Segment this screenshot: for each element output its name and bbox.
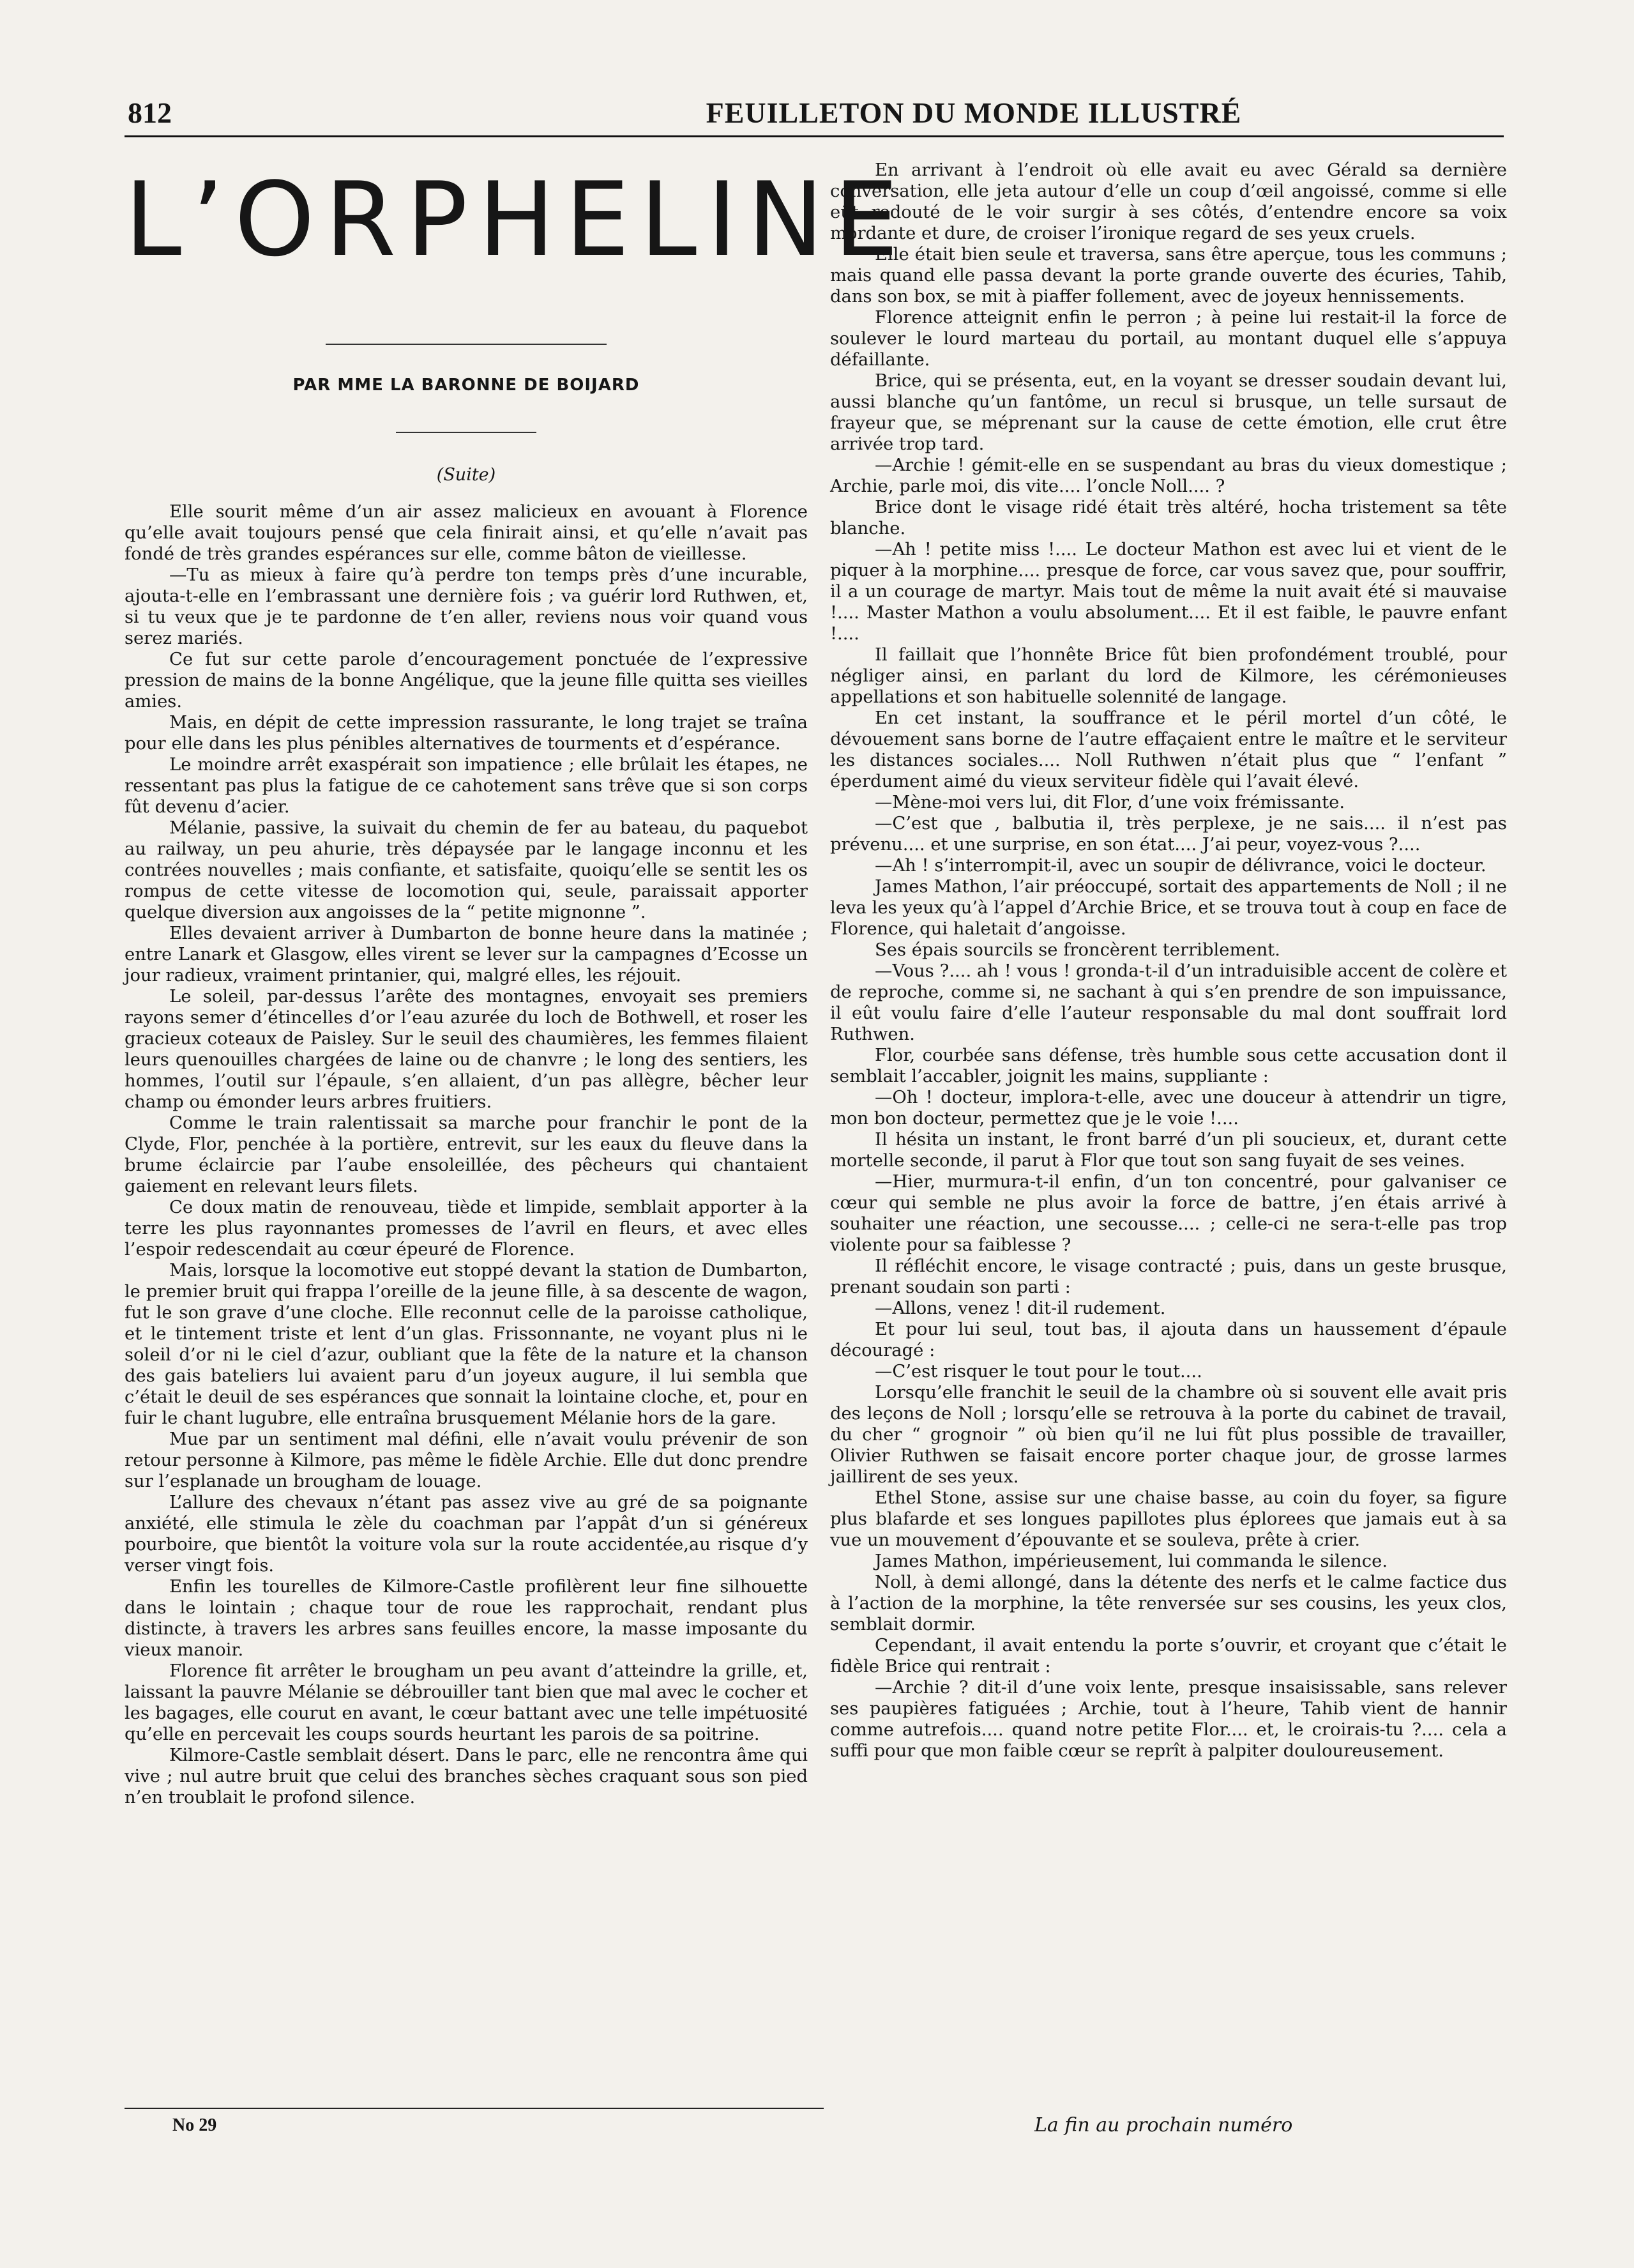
footer-rule	[125, 2108, 824, 2109]
paragraph: Il réfléchit encore, le visage contracté ; puis, dans un geste brusque, prenant soudain son parti :	[830, 1256, 1507, 1297]
paragraph: Enfin les tourelles de Kilmore-Castle profilèrent leur fine silhouette dans le lointain ; chaque tour de roue les rapprochait, rendant plus distincte, à travers les arbres sans feuilles encore, la masse imposante du vieux manoir.	[125, 1577, 808, 1660]
title-divider	[326, 344, 607, 345]
paragraph: —Archie ! gémit-elle en se suspendant au bras du vieux domestique ; Archie, parle moi, dis vite.... l’oncle Noll.... ?	[830, 455, 1507, 496]
paragraph: Elles devaient arriver à Dumbarton de bonne heure dans la matinée ; entre Lanark et Glasgow, elles virent se lever sur la campagnes d’Ecosse un jour radieux, vraiment printanier, qui, malgré elles, les réjouit.	[125, 924, 808, 986]
right-column-text	[830, 160, 1507, 1762]
paragraph: Cependant, il avait entendu la porte s’ouvrir, et croyant que c’était le fidèle Brice qui rentrait :	[830, 1636, 1507, 1677]
byline: PAR MME LA BARONNE DE BOIJARD	[292, 376, 640, 395]
issue-number: No 29	[172, 2115, 217, 2135]
paragraph: Lorsqu’elle franchit le seuil de la chambre où si souvent elle avait pris des leçons de Noll ; lorsqu’elle se retrouva à la porte du cabinet de travail, du cher “ grognoir ” où bien qu’il ne lui fût plus possible de travailler, Olivier Ruthwen se faisait encore porter chaque jour, de grosse larmes jaillirent de ses yeux.	[830, 1383, 1507, 1487]
paragraph: Le moindre arrêt exaspérait son impatience ; elle brûlait les étapes, ne ressentant pas plus la fatigue de ce cahotement sans trêve que si son corps fût devenu d’acier.	[125, 755, 808, 817]
paragraph: Mélanie, passive, la suivait du chemin de fer au bateau, du paquebot au railway, un peu ahurie, très dépaysée par le langage inconnu et les contrées nouvelles ; mais confiante, et satisfaite, quoiqu’elle se sentit les os rompus de cette vitesse de locomotion qui, seule, paraissait apporter quelque diversion aux angoisses de la “ petite mignonne ”.	[125, 818, 808, 922]
page-number: 812	[128, 96, 172, 129]
paragraph: James Mathon, l’air préoccupé, sortait des appartements de Noll ; il ne leva les yeux qu’à l’appel d’Archie Brice, et se trouva tout à coup en face de Florence, qui haletait d’angoisse.	[830, 877, 1507, 939]
paragraph: —C’est risquer le tout pour le tout....	[875, 1362, 1202, 1381]
paragraph: Ethel Stone, assise sur une chaise basse, au coin du foyer, sa figure plus blafarde et ses longues papillotes plus éplorees que jamais eut à sa vue un mouvement d’épouvante et se souleva, prête à crier.	[830, 1488, 1507, 1550]
paragraph: Mue par un sentiment mal défini, elle n’avait voulu prévenir de son retour personne à Kilmore, pas même le fidèle Archie. Elle dut donc prendre sur l’esplanade un brougham de louage.	[125, 1429, 808, 1491]
paragraph: Mais, en dépit de cette impression rassurante, le long trajet se traîna pour elle dans les plus pénibles alternatives de tourments et d’espérance.	[125, 713, 808, 754]
paragraph: Ce doux matin de renouveau, tiède et limpide, semblait apporter à la terre les plus rayonnantes promesses de l’avril en fleurs, et avec elles l’espoir redescendait au cœur épeuré de Florence.	[125, 1198, 808, 1260]
paragraph: Brice, qui se présenta, eut, en la voyant se dresser soudain devant lui, aussi blanche qu’un fantôme, un recul si brusque, un telle sursaut de frayeur que, se méprenant sur la cause de cette émotion, elle crut être arrivée trop tard.	[830, 371, 1507, 454]
paragraph: Flor, courbée sans défense, très humble sous cette accusation dont il semblait l’accabler, joignit les mains, suppliante :	[830, 1046, 1507, 1086]
paragraph: Brice dont le visage ridé était très altéré, hocha tristement sa tête blanche.	[830, 498, 1507, 538]
paragraph: L’allure des chevaux n’étant pas assez vive au gré de sa poignante anxiété, elle stimula le zèle du coachman par l’appât d’un si généreux pourboire, que bientôt la voiture vola sur la route accidentée,au risque d’y verser vingt fois.	[125, 1493, 808, 1576]
paragraph: —Archie ? dit-il d’une voix lente, presque insaisissable, sans relever ses paupières fatiguées ; Archie, tout à l’heure, Tahib vient de hannir comme autrefois.... quand notre petite Flor.... et, le croirais-tu ?.... cela a suffi pour que mon faible cœur se reprît à palpiter douloureusement.	[830, 1678, 1507, 1761]
left-column	[125, 160, 909, 1808]
paragraph: —C’est que , balbutia il, très perplexe, je ne sais.... il n’est pas prévenu.... et une surprise, en son état.... J’ai peur, voyez-vous ?....	[830, 814, 1507, 855]
paragraph: —Allons, venez ! dit-il rudement.	[875, 1298, 1166, 1318]
paragraph: Florence fit arrêter le brougham un peu avant d’atteindre la grille, et, laissant la pauvre Mélanie se débrouiller tant bien que mal avec le cocher et les bagages, elle courut en avant, le cœur battant avec une telle impétuosité qu’elle en percevait les coups sourds heurtant les parois de sa poitrine.	[125, 1661, 808, 1744]
byline-divider	[396, 432, 536, 433]
paragraph: —Mène-moi vers lui, dit Flor, d’une voix frémissante.	[875, 793, 1345, 812]
paragraph: —Ah ! petite miss !.... Le docteur Mathon est avec lui et vient de le piquer à la morphine.... presque de force, car vous savez que, pour souffrir, il a un courage de martyr. Mais tout de même la nuit avait été si mauvaise !.... Master Mathon a voulu absolument.... Et il est faible, le pauvre enfant !....	[830, 540, 1507, 644]
paragraph: En cet instant, la souffrance et le péril mortel d’un côté, le dévouement sans borne de l’autre effaçaient entre le maître et le serviteur les distances sociales.... Noll Ruthwen n’était plus que “ l’enfant ” éperdument aimé du vieux serviteur fidèle qui l’avait élevé.	[830, 708, 1507, 791]
paragraph: Noll, à demi allongé, dans la détente des nerfs et le calme factice dus à l’action de la morphine, la tête renversée sur ses cousins, les yeux clos, semblait dormir.	[830, 1572, 1507, 1634]
paragraph: —Hier, murmura-t-il enfin, d’un ton concentré, pour galvaniser ce cœur qui semble ne plus avoir la force de battre, j’en étais arrivé à souhaiter une réaction, une secousse.... ; celle-ci ne sera-t-elle pas trop violente pour sa faiblesse ?	[830, 1172, 1507, 1255]
header-rule	[125, 135, 1504, 137]
paragraph: —Vous ?.... ah ! vous ! gronda-t-il d’un intraduisible accent de colère et de reproche, comme si, ne sachant à qui s’en prendre de son impuissance, il eût voulu faire d’elle l’auteur responsable du mal dont souffrait lord Ruthwen.	[830, 961, 1507, 1044]
paragraph: —Ah ! s’interrompit-il, avec un soupir de délivrance, voici le docteur.	[875, 856, 1486, 876]
paragraph: Florence atteignit enfin le perron ; à peine lui restait-il la force de soulever le lourd marteau du portail, au montant duquel elle s’appuya défaillante.	[830, 308, 1507, 370]
article-title: L’ORPHELINE	[125, 160, 909, 279]
paragraph: Kilmore-Castle semblait désert. Dans le parc, elle ne rencontra âme qui vive ; nul autre bruit que celui des branches sèches craquant sous son pied n’en troublait le profond silence.	[125, 1746, 808, 1808]
paragraph: Ce fut sur cette parole d’encouragement ponctuée de l’expressive pression de mains de la bonne Angélique, que la jeune fille quitta ses vieilles amies.	[125, 650, 808, 712]
paragraph: Mais, lorsque la locomotive eut stoppé devant la station de Dumbarton, le premier bruit qui frappa l’oreille de la jeune fille, à sa descente de wagon, fut le son grave d’une cloche. Elle reconnut celle de la paroisse catholique, et le tintement triste et lent d’un glas. Frissonnante, ne voyant plus ni le soleil d’or ni le ciel d’azur, oubliant que la fête de la nature et la chanson des gais bateliers lui avaient paru d’un joyeux augure, il lui sembla que c’était le deuil de ses espérances que sonnait la lointaine cloche, et, pour en fuir le chant lugubre, elle entraîna brusquement Mélanie hors de la gare.	[125, 1261, 808, 1428]
left-column-text	[125, 501, 808, 1808]
running-header: FEUILLETON DU MONDE ILLUSTRÉ	[706, 96, 1242, 129]
paragraph: Il faillait que l’honnête Brice fût bien profondément troublé, pour négliger ainsi, en parlant du lord de Kilmore, les cérémonieuses appellations et son habituelle solennité de langage.	[830, 645, 1507, 707]
paragraph: Le soleil, par-dessus l’arête des montagnes, envoyait ses premiers rayons semer d’étincelles d’or l’eau azurée du loch de Bothwell, et roser les gracieux coteaux de Paisley. Sur le seuil des chaumières, les femmes filaient leurs quenouilles chargées de laine ou de chanvre ; le long des sentiers, les hommes, l’outil sur l’épaule, s’en allaient, d’un pas allègre, bêcher leur champ ou émonder leurs arbres fruitiers.	[125, 987, 808, 1112]
paragraph: Et pour lui seul, tout bas, il ajouta dans un haussement d’épaule découragé :	[830, 1320, 1507, 1360]
paragraph: En arrivant à l’endroit où elle avait eu avec Gérald sa dernière conversation, elle jeta autour d’elle un coup d’œil angoissé, comme si elle eût redouté de le voir surgir à ses côtés, d’entendre encore sa voix mordante et dure, de croiser l’ironique regard de ses yeux cruels.	[830, 160, 1507, 243]
to-be-continued-note: La fin au prochain numéro	[1034, 2114, 1293, 2136]
paragraph: James Mathon, impérieusement, lui commanda le silence.	[875, 1551, 1388, 1571]
paragraph: Ses épais sourcils se froncèrent terriblement.	[875, 940, 1280, 960]
paragraph: Elle sourit même d’un air assez malicieux en avouant à Florence qu’elle avait toujours pensé que cela finirait ainsi, et qu’elle n’avait pas fondé de très grandes espérances sur elle, comme bâton de vieillesse.	[125, 502, 808, 564]
paragraph: —Tu as mieux à faire qu’à perdre ton temps près d’une incurable, ajouta-t-elle en l’embrassant une dernière fois ; va guérir lord Ruthwen, et, si tu veux que je te pardonne de t’en aller, reviens nous voir quand vous serez mariés.	[125, 565, 808, 648]
paragraph: Comme le train ralentissait sa marche pour franchir le pont de la Clyde, Flor, penchée à la portière, entrevit, sur les eaux du fleuve dans la brume éclaircie par l’aube ensoleillée, des pêcheurs qui chantaient gaiement en relevant leurs filets.	[125, 1113, 808, 1196]
continuation-label: (Suite)	[436, 465, 496, 485]
paragraph: —Oh ! docteur, implora-t-elle, avec une douceur à attendrir un tigre, mon bon docteur, permettez que je le voie !....	[830, 1088, 1507, 1129]
paragraph: Il hésita un instant, le front barré d’un pli soucieux, et, durant cette mortelle seconde, il parut à Flor que tout son sang fuyait de ses veines.	[830, 1130, 1507, 1171]
right-column	[830, 160, 1507, 1762]
paragraph: Elle était bien seule et traversa, sans être aperçue, tous les communs ; mais quand elle passa devant la porte grande ouverte des écuries, Tahib, dans son box, se mit à piaffer follement, avec de joyeux hennissements.	[830, 245, 1507, 307]
